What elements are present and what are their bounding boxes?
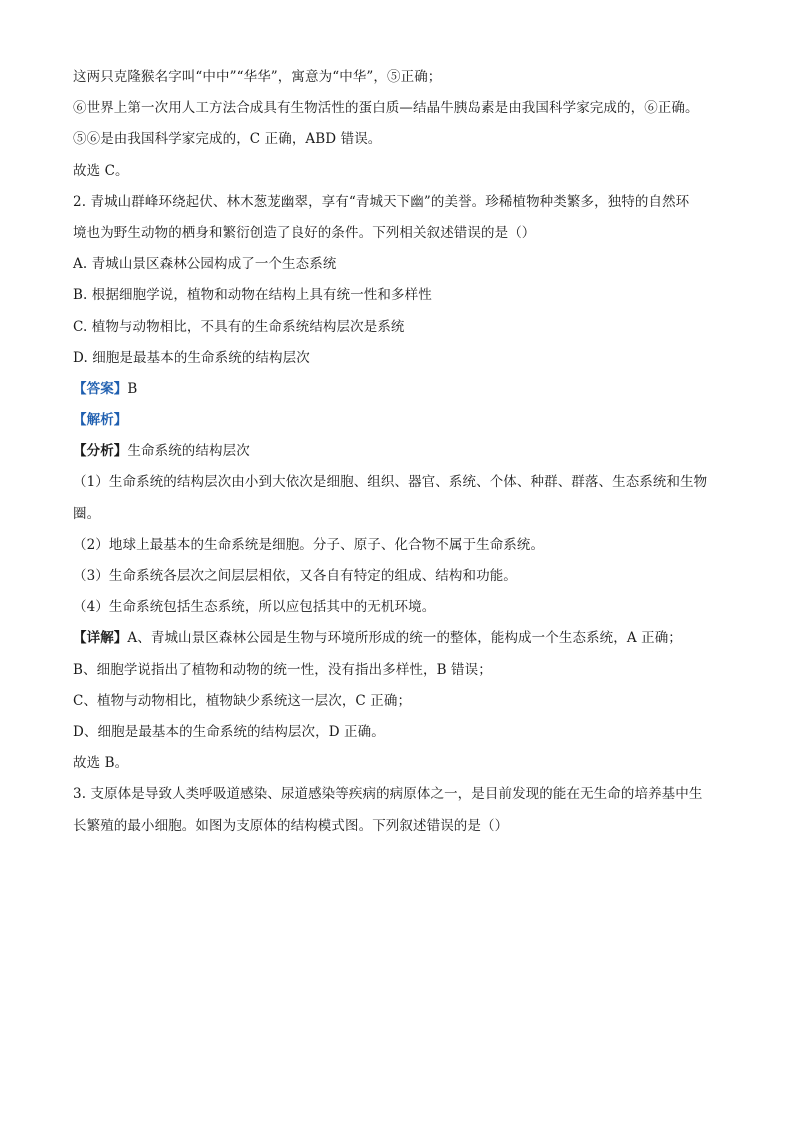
- answer-tag: 【答案】: [73, 380, 128, 397]
- detail-line: [73, 623, 733, 654]
- answer-value: B: [127, 380, 138, 397]
- option-c: C. 植物与动物相比，不具有的生命系统结构层次是系统: [73, 318, 405, 335]
- fenxi-tag: 【分析】: [73, 443, 128, 460]
- text-line: ⑤⑥是由我国科学家完成的，C 正确，ABD 错误。: [73, 131, 382, 148]
- point-2: （2）地球上最基本的生命系统是细胞。分子、原子、化合物不属于生命系统。: [73, 536, 545, 553]
- option-b: B. 根据细胞学说，植物和动物在结构上具有统一性和多样性: [73, 287, 432, 304]
- text-line: 这两只克隆猴名字叫“中中”“华华”，寓意为“中华”，⑤正确；: [73, 69, 442, 85]
- option-d: D. 细胞是最基本的生命系统的结构层次: [73, 349, 310, 366]
- fenxi-text: 生命系统的结构层次: [127, 443, 250, 460]
- detail-d: D、细胞是最基本的生命系统的结构层次，D 正确。: [73, 723, 385, 740]
- question-3-stem-cont: 长繁殖的最小细胞。如图为支原体的结构模式图。下列叙述错误的是（）: [73, 817, 509, 834]
- point-4: （4）生命系统包括生态系统，所以应包括其中的无机环境。: [73, 599, 436, 616]
- answer-line: [73, 374, 733, 405]
- final-choice: 故选 B。: [73, 755, 129, 772]
- option-a: A. 青城山景区森林公园构成了一个生态系统: [73, 256, 337, 273]
- question-3-stem: 3. 支原体是导致人类呼吸道感染、尿道感染等疾病的病原体之一，是目前发现的能在无生命的培养基中生: [73, 786, 703, 803]
- point-1: （1）生命系统的结构层次由小到大依次是细胞、组织、器官、系统、个体、种群、群落、生态系统和生物: [73, 474, 708, 491]
- text-line: 故选 C。: [73, 162, 129, 179]
- point-1-cont: 圈。: [73, 505, 101, 522]
- text-line: ⑥世界上第一次用人工方法合成具有生物活性的蛋白质—结晶牛胰岛素是由我国科学家完成的，⑥正确。: [73, 100, 699, 117]
- analysis-tag: 【解析】: [73, 412, 128, 429]
- point-3: （3）生命系统各层次之间层层相依，又各自有特定的组成、结构和功能。: [73, 568, 517, 584]
- analysis-line: [73, 405, 733, 436]
- question-2-stem-cont: 境也为野生动物的栖身和繁衍创造了良好的条件。下列相关叙述错误的是（）: [73, 224, 536, 241]
- question-2-stem: 2. 青城山群峰环绕起伏、林木葱茏幽翠，享有“青城天下幽”的美誉。珍稀植物种类繁多，独特的自然环: [73, 193, 690, 210]
- fenxi-line: [73, 436, 733, 467]
- detail-c: C、植物与动物相比，植物缺少系统这一层次，C 正确；: [73, 692, 412, 709]
- document-page: [73, 62, 733, 842]
- detail-b: B、细胞学说指出了植物和动物的统一性，没有指出多样性，B 错误；: [73, 661, 492, 678]
- detail-tag: 【详解】: [73, 630, 128, 647]
- detail-text: A、青城山景区森林公园是生物与环境所形成的统一的整体，能构成一个生态系统，A 正确；: [127, 630, 682, 647]
